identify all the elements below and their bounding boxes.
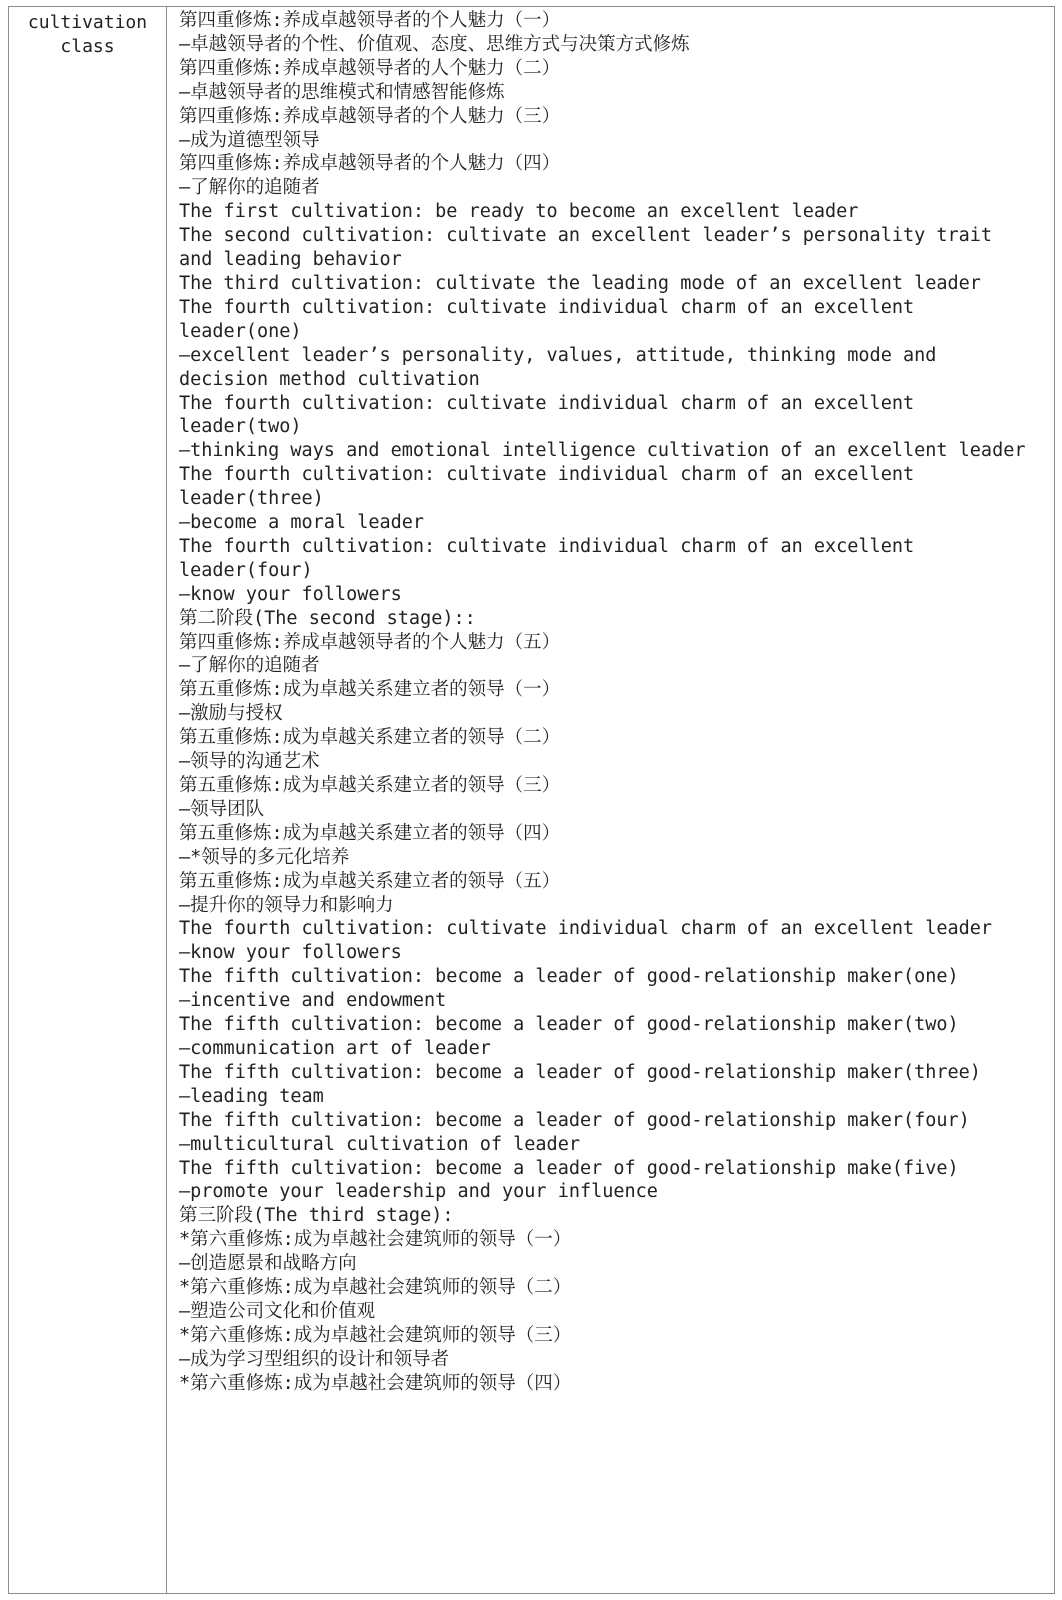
content-line: —卓越领导者的思维模式和情感智能修炼 — [179, 81, 505, 103]
content-line: —塑造公司文化和价值观 — [179, 1300, 376, 1322]
content-line: 第五重修炼:成为卓越关系建立者的领导（四） — [179, 822, 561, 844]
content-line: —become a moral leader — [179, 512, 425, 534]
content-line: The third cultivation: cultivate the leading mode of an excellent leader — [179, 272, 981, 294]
content-line: leader(two) — [179, 416, 302, 438]
content-line: The fifth cultivation: become a leader of good-relationship maker(two) — [179, 1014, 959, 1036]
content-line: —卓越领导者的个性、价值观、态度、思维方式与决策方式修炼 — [179, 33, 690, 55]
content-line: 第五重修炼:成为卓越关系建立者的领导（五） — [179, 870, 561, 892]
content-line: —了解你的追随者 — [179, 177, 320, 199]
content-line: —提升你的领导力和影响力 — [179, 894, 394, 916]
content-line: 第四重修炼:养成卓越领导者的个人魅力（四） — [179, 153, 561, 175]
row-label-cell — [9, 7, 167, 1594]
content-line: The fifth cultivation: become a leader of good-relationship maker(one) — [179, 966, 959, 988]
content-line: *第六重修炼:成为卓越社会建筑师的领导（一） — [179, 1229, 572, 1251]
content-line: —成为道德型领导 — [179, 129, 320, 151]
content-line: —领导团队 — [179, 798, 265, 820]
content-line: —promote your leadership and your influence — [179, 1181, 658, 1203]
content-line: The fifth cultivation: become a leader of good-relationship maker(four) — [179, 1109, 970, 1131]
content-line: —multicultural cultivation of leader — [179, 1133, 580, 1155]
content-line: 第五重修炼:成为卓越关系建立者的领导（三） — [179, 775, 561, 796]
content-line: leader(one) — [179, 320, 302, 342]
content-line: —成为学习型组织的设计和领导者 — [179, 1348, 450, 1370]
content-line: —know your followers — [179, 942, 402, 964]
content-line: and leading behavior — [179, 249, 402, 271]
content-line: leader(three) — [179, 488, 324, 510]
content-line: 第五重修炼:成为卓越关系建立者的领导（一） — [179, 679, 561, 701]
content-line: —了解你的追随者 — [179, 655, 320, 677]
content-line: —创造愿景和战略方向 — [179, 1253, 357, 1275]
content-line: 第四重修炼:养成卓越领导者的个人魅力（一） — [179, 10, 561, 31]
content-line: —communication art of leader — [179, 1037, 491, 1059]
content-lines — [179, 9, 1048, 1396]
content-line: The second cultivation: cultivate an excellent leader’s personality trait — [179, 225, 993, 247]
content-line: —know your followers — [179, 583, 402, 605]
content-line: The fifth cultivation: become a leader of good-relationship maker(three) — [179, 1061, 981, 1083]
content-line: 第四重修炼:养成卓越领导者的个人魅力（三） — [179, 105, 561, 127]
content-line: —leading team — [179, 1085, 324, 1107]
content-line: 第三阶段(The third stage): — [179, 1205, 454, 1227]
content-cell — [167, 7, 1055, 1594]
content-line: The fourth cultivation: cultivate individual charm of an excellent leader — [179, 918, 993, 940]
content-line: 第四重修炼:养成卓越领导者的个人魅力（五） — [179, 631, 561, 653]
content-line: 第四重修炼:养成卓越领导者的人个魅力（二） — [179, 57, 561, 79]
content-line: —thinking ways and emotional intelligence cultivation of an excellent leader — [179, 440, 1026, 462]
content-line: The first cultivation: be ready to become an excellent leader — [179, 201, 859, 223]
row-label-line: cultivation — [27, 12, 148, 33]
content-line: The fourth cultivation: cultivate individual charm of an excellent — [179, 535, 915, 557]
content-line: The fourth cultivation: cultivate individual charm of an excellent — [179, 392, 915, 414]
content-line: The fourth cultivation: cultivate individual charm of an excellent — [179, 296, 915, 318]
content-line: *第六重修炼:成为卓越社会建筑师的领导（三） — [179, 1324, 572, 1346]
content-line: —*领导的多元化培养 — [179, 846, 350, 868]
content-line: 第五重修炼:成为卓越关系建立者的领导（二） — [179, 727, 561, 749]
content-line: —激励与授权 — [179, 703, 283, 725]
content-line: —领导的沟通艺术 — [179, 751, 320, 773]
content-line: *第六重修炼:成为卓越社会建筑师的领导（四） — [179, 1372, 572, 1394]
content-line: The fifth cultivation: become a leader of good-relationship make(five) — [179, 1157, 959, 1179]
content-line: decision method cultivation — [179, 368, 480, 390]
content-line: 第二阶段(The second stage):: — [179, 607, 476, 629]
curriculum-table — [8, 6, 1055, 1594]
content-line: —incentive and endowment — [179, 990, 447, 1012]
content-line: —excellent leader’s personality, values, attitude, thinking mode and — [179, 344, 937, 366]
table-row — [9, 7, 1055, 1594]
content-line: The fourth cultivation: cultivate individual charm of an excellent — [179, 464, 915, 486]
content-line: leader(four) — [179, 559, 313, 581]
content-line: *第六重修炼:成为卓越社会建筑师的领导（二） — [179, 1277, 572, 1299]
row-label-line: class — [60, 36, 115, 57]
